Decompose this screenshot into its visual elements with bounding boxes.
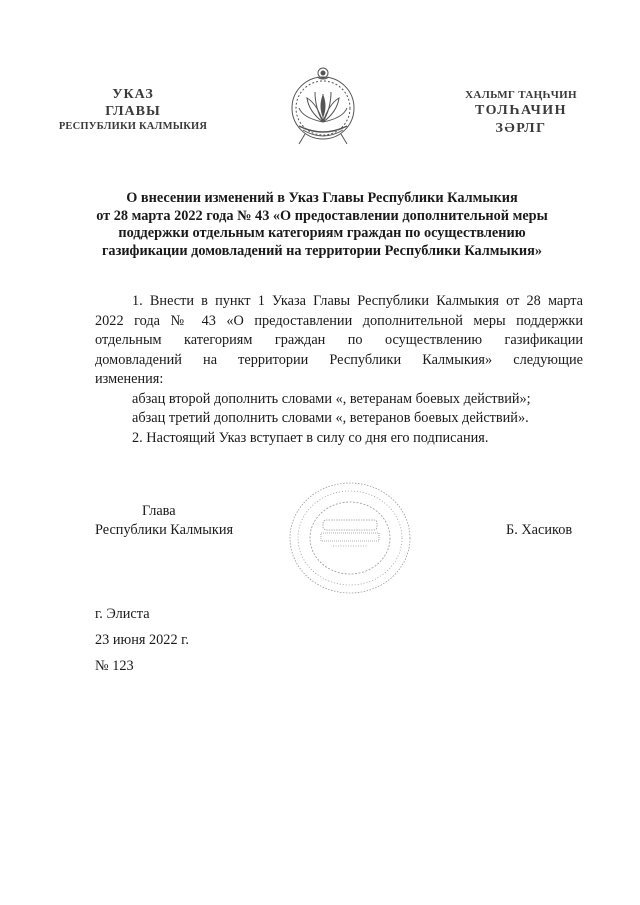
paragraph-1-line: домовладений на территории Республики Калмыкия» следующие — [95, 351, 583, 368]
position-line-1: Глава — [142, 503, 176, 519]
place-of-issue: г. Элиста — [95, 606, 150, 622]
signer-name: Б. Хасиков — [506, 522, 573, 538]
document-body — [95, 292, 583, 448]
header-left-line-1: УКАЗ — [112, 87, 154, 102]
paragraph-1-line: изменения: — [95, 371, 164, 387]
header-left-line-3: РЕСПУБЛИКИ КАЛМЫКИЯ — [58, 121, 208, 132]
amendment-item-2: абзац третий дополнить словами «, ветеранов боевых действий». — [132, 410, 529, 426]
position-line-2: Республики Калмыкия — [95, 522, 234, 538]
issue-date: 23 июня 2022 г. — [95, 632, 189, 648]
decree-number: № 123 — [95, 658, 134, 674]
paragraph-1-line: отдельным категориям граждан по осуществлению газификации — [95, 332, 583, 348]
header-right-line-3: ЗӘРЛГ — [495, 121, 547, 136]
paragraph-1-line: 2022 года № 43 «О предоставлении дополнительной меры поддержки — [95, 312, 583, 329]
paragraph-2: 2. Настоящий Указ вступает в силу со дня его подписания. — [132, 429, 489, 446]
official-stamp-icon — [285, 478, 415, 598]
amendment-item-1: абзац второй дополнить словами «, ветеранам боевых действий»; — [132, 390, 531, 407]
header-right-block — [446, 88, 596, 138]
title-line: поддержки отдельным категориям граждан по осуществлению — [118, 225, 526, 241]
header-right-line-1: ХАЛЬМГ ТАҢҺЧИН — [465, 89, 577, 101]
signatory-position — [95, 502, 233, 540]
header-left-line-2: ГЛАВЫ — [105, 104, 161, 119]
header-left-block — [40, 86, 226, 134]
paragraph-1-line: 1. Внести в пункт 1 Указа Главы Республики Калмыкия от 28 марта — [132, 293, 583, 309]
title-line: газификации домовладений на территории Республики Калмыкия» — [101, 242, 543, 259]
coat-of-arms-icon — [287, 64, 359, 150]
title-line: О внесении изменений в Указ Главы Республики Калмыкия — [126, 190, 518, 206]
header-right-line-2: ТОЛҺАЧИН — [474, 103, 568, 118]
document-title — [70, 190, 574, 260]
title-line: от 28 марта 2022 года № 43 «О предоставлении дополнительной меры — [96, 207, 548, 224]
